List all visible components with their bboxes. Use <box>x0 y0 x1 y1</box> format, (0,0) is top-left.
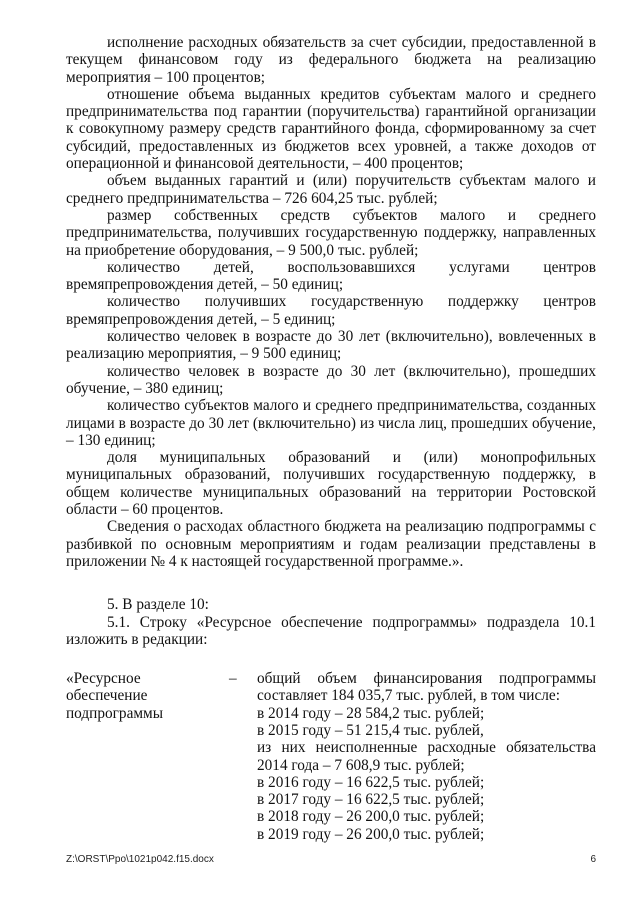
paragraph: количество детей, воспользовавшихся услугами центров времяпрепровождения детей, – 50 единиц; <box>66 258 596 294</box>
resource-label-line: подпрограммы <box>66 704 164 722</box>
paragraph: количество субъектов малого и среднего предпринимательства, созданных лицами в возрасте до 30 лет (включительно) из числа лиц, прошедших обучение, – 130 единиц; <box>66 397 596 449</box>
section-heading: 5. В разделе 10: <box>107 596 209 614</box>
paragraph: доля муниципальных образований и (или) монопрофильных муниципальных образований, получивших государственную поддержку, в общем количестве муниципальных образований на территории Ростовской области – 60 процентов. <box>66 449 596 519</box>
paragraph: Сведения о расходах областного бюджета на реализацию подпрограммы с разбивкой по основным мероприятиям и годам реализации представлены в приложении № 4 к настоящей государственной программе.». <box>66 518 596 570</box>
resource-line: в 2019 году – 26 200,0 тыс. рублей; <box>257 825 485 843</box>
resource-line: в 2017 году – 16 622,5 тыс. рублей; <box>257 791 485 809</box>
resource-line: в 2018 году – 26 200,0 тыс. рублей; <box>257 808 485 826</box>
paragraph: исполнение расходных обязательств за счет субсидии, предоставленной в текущем финансовом году из федерального бюджета на реализацию мероприятия – 100 процентов; <box>66 34 596 86</box>
paragraph: объем выданных гарантий и (или) поручительств субъектам малого и среднего предпринимательства – 726 604,25 тыс. рублей; <box>66 172 596 207</box>
file-path: Z:\ORST\Ppo\1021p042.f15.docx <box>66 854 214 865</box>
resource-table-row <box>66 670 596 843</box>
paragraph: количество человек в возрасте до 30 лет (включительно), прошедших обучение, – 380 единиц; <box>66 362 596 397</box>
resource-line: общий объем финансирования подпрограммы <box>257 670 596 688</box>
resource-label-line: «Ресурсное <box>66 670 141 688</box>
document-body <box>66 34 596 843</box>
paragraph: количество получивших государственную поддержку центров времяпрепровождения детей, – 5 единиц; <box>66 293 596 328</box>
resource-line: в 2016 году – 16 622,5 тыс. рублей; <box>257 773 485 791</box>
section-item: 5.1. Строку «Ресурсное обеспечение подпрограммы» подраздела 10.1 изложить в редакции: <box>66 613 596 648</box>
resource-line: 2014 года – 7 608,9 тыс. рублей; <box>257 756 465 774</box>
resource-label-line: обеспечение <box>66 687 148 705</box>
resource-content <box>257 670 596 843</box>
paragraph: отношение объема выданных кредитов субъектам малого и среднего предпринимательства под гарантии (поручительства) гарантийной организации к совокупному размеру средств гарантийного фонда, сформированному за счет субсидий, предоставленных из бюджетов всех уровней, а также доходов от операционной и финансовой деятельности, – 400 процентов; <box>66 85 596 173</box>
resource-line: из них неисполненные расходные обязательства <box>257 739 596 757</box>
resource-dash: – <box>229 670 237 688</box>
resource-line: в 2015 году – 51 215,4 тыс. рублей, <box>257 721 484 739</box>
spacer <box>66 648 596 670</box>
resource-line: в 2014 году – 28 584,2 тыс. рублей; <box>257 704 485 722</box>
resource-label <box>66 670 186 722</box>
resource-line: составляет 184 035,7 тыс. рублей, в том числе: <box>257 687 560 705</box>
page-number: 6 <box>590 854 596 865</box>
spacer <box>66 570 596 596</box>
paragraph: количество человек в возрасте до 30 лет (включительно), вовлеченных в реализацию мероприятия, – 9 500 единиц; <box>66 328 596 363</box>
paragraph: размер собственных средств субъектов малого и среднего предпринимательства, получивших государственную поддержку, направленных на приобретение оборудования, – 9 500,0 тыс. рублей; <box>66 206 596 259</box>
